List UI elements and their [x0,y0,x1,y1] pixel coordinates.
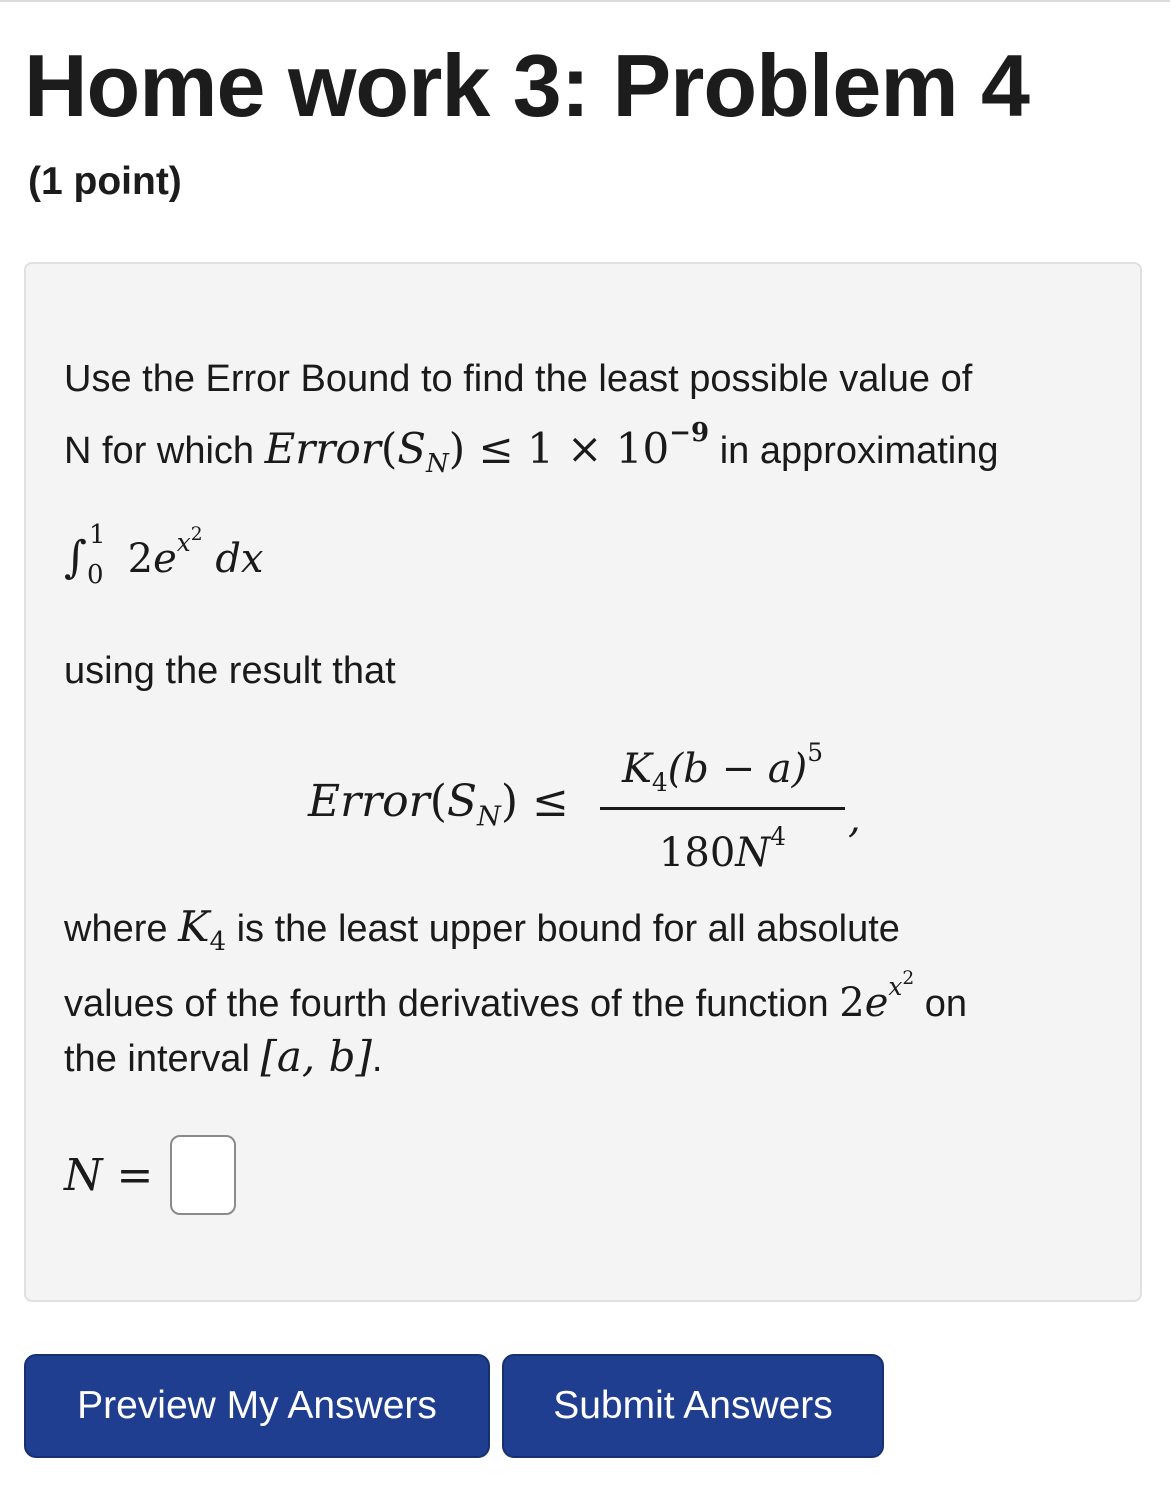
using-text: using the result that [64,650,396,692]
preview-answers-button[interactable]: Preview My Answers [24,1354,490,1458]
exponent-two: 2 [902,968,915,989]
where-suffix: is the least upper bound for all absolute [236,908,900,950]
error-bound-fraction [600,738,845,876]
numerator-exponent: 5 [807,738,824,767]
n-symbol: N [735,829,771,876]
times-symbol: × [567,424,603,474]
on-word: on [924,983,968,1026]
open-paren: ( [380,424,398,474]
leq-symbol: ≤ [478,424,514,474]
answer-label [64,1150,153,1201]
integrand-coefficient: 2 [127,536,154,583]
dx-symbol: dx [215,536,264,583]
close-paren: ) [500,776,519,827]
leq-symbol: ≤ [532,776,569,827]
fraction-numerator [600,738,845,797]
one-value: 1 [527,424,554,474]
function-exponent [888,968,915,1002]
fraction-denominator [600,822,845,876]
s-symbol: S [397,424,426,474]
equals-sign: = [116,1150,154,1201]
integral-sign: ∫ [64,532,87,584]
values-line: values of the fourth derivatives of the function [64,983,829,1026]
fraction-bar [600,807,845,810]
k-subscript: 4 [651,767,668,797]
answer-input[interactable] [170,1135,236,1215]
k4-symbol [178,902,227,958]
e-symbol: e [864,980,889,1027]
k-subscript: 4 [209,927,227,958]
interval-text [64,1032,382,1081]
k-symbol: K [178,902,210,951]
submit-answers-button[interactable]: Submit Answers [502,1354,884,1458]
equation-comma: , [848,796,861,842]
answer-n-symbol: N [64,1150,103,1201]
function-expression [839,968,915,1027]
x-symbol: x [176,528,191,558]
error-word: Error [264,424,381,474]
integral-lower-limit: 0 [86,560,104,591]
s-symbol: S [446,776,478,827]
where-prefix: where [64,908,168,950]
integral-expression [64,520,264,591]
denominator-exponent: 4 [770,821,787,851]
interval-period: . [371,1038,383,1080]
ten-value: 10 [615,424,670,474]
problem-text-line2 [64,418,999,479]
exponent-two: 2 [190,524,203,545]
the-interval-label: the interval [64,1038,250,1080]
n-subscript: N [477,801,501,833]
error-bound-lhs [308,776,569,833]
error-word: Error [308,776,430,827]
k-symbol: K [621,746,652,793]
b-minus-a: (b − a) [667,746,808,793]
integral-upper-limit: 1 [88,520,106,551]
integrand-exponent [176,524,203,558]
points-label: (1 point) [28,160,182,203]
denominator-number: 180 [658,829,736,876]
line2-prefix: N for which [64,430,255,473]
function-coefficient: 2 [839,980,865,1027]
close-paren: ) [448,424,466,474]
e-symbol: e [153,536,177,583]
exponent-neg-nine: −9 [669,418,710,448]
line2-suffix: in approximating [719,430,999,473]
problem-text-line1: Use the Error Bound to find the least possible value of [64,358,973,400]
values-text [64,968,967,1026]
page-title: Home work 3: Problem 4 [24,36,1029,135]
interval-expression: [a, b] [260,1032,372,1081]
top-divider [0,0,1170,2]
x-symbol: x [888,972,903,1002]
integral-limits [86,520,115,591]
error-condition [264,418,710,480]
where-text [64,902,900,957]
n-subscript: N [425,449,449,480]
open-paren: ( [429,776,447,827]
